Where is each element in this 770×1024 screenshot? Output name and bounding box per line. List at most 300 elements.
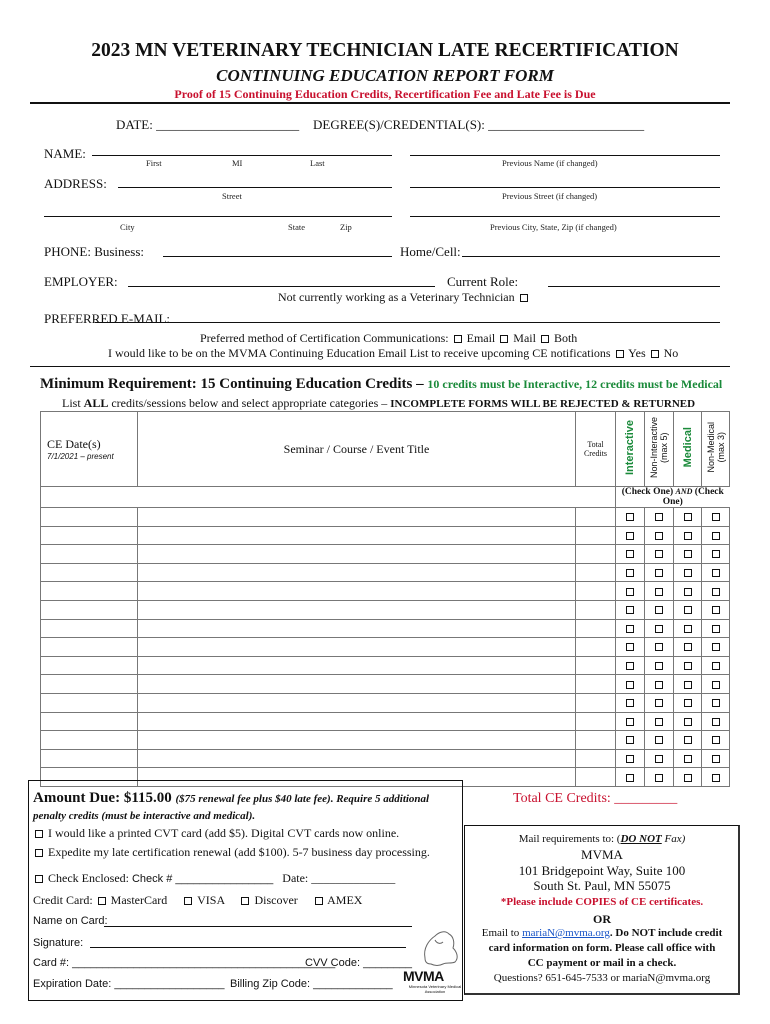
interactive-checkbox[interactable] [626,569,634,577]
mail-org: MVMA [581,847,623,862]
ce-date-cell[interactable] [41,563,138,582]
nonmedical-checkbox[interactable] [712,662,720,670]
medical-checkbox[interactable] [684,550,692,558]
amount-note-2: penalty credits (must be interactive and medical). [33,810,256,822]
previous-name-caption: Previous Name (if changed) [502,158,598,168]
interactive-cell[interactable] [616,749,645,768]
nonmedical-cell[interactable] [702,656,730,675]
medical-checkbox[interactable] [684,569,692,577]
nonmedical-cell[interactable] [702,731,730,750]
employer-label: EMPLOYER: [44,274,118,289]
nonmedical-cell[interactable] [702,675,730,694]
nonmedical-cell[interactable] [702,749,730,768]
title-cell[interactable] [138,749,576,768]
noninteractive-cell[interactable] [645,563,674,582]
noninteractive-checkbox[interactable] [655,662,663,670]
nonmedical-cell[interactable] [702,545,730,564]
nonmedical-cell[interactable] [702,563,730,582]
table-row [41,731,730,750]
interactive-checkbox[interactable] [626,774,634,782]
mi-caption: MI [232,158,243,168]
select-spacer [41,487,616,508]
city-line[interactable] [44,216,392,217]
requirement-green: 10 credits must be Interactive, 12 credits must be Medical [427,377,723,391]
total-credits-cell[interactable] [576,563,616,582]
nonmedical-cell[interactable] [702,638,730,657]
noninteractive-checkbox[interactable] [655,681,663,689]
nonmedical-max: (max 3) [715,432,726,463]
medical-cell[interactable] [674,656,702,675]
noninteractive-checkbox[interactable] [655,736,663,744]
interactive-cell[interactable] [616,675,645,694]
nonmedical-checkbox[interactable] [712,569,720,577]
medical-checkbox[interactable] [684,625,692,633]
noninteractive-checkbox[interactable] [655,550,663,558]
both-checkbox[interactable] [541,335,549,343]
table-row [41,619,730,638]
medical-header [674,412,702,487]
amex-label: AMEX [327,893,363,907]
nonmedical-checkbox[interactable] [712,755,720,763]
total-credits-cell[interactable] [576,638,616,657]
title-cell[interactable] [138,656,576,675]
title-cell[interactable] [138,638,576,657]
title-cell[interactable] [138,582,576,601]
ce-date-cell[interactable] [41,749,138,768]
medical-cell[interactable] [674,545,702,564]
total-credits-cell[interactable] [576,712,616,731]
medical-checkbox[interactable] [684,532,692,540]
check-one-b: (Check One) [662,487,724,507]
street-line[interactable] [118,187,392,188]
nonmedical-cell[interactable] [702,619,730,638]
noninteractive-checkbox[interactable] [655,532,663,540]
form-title: 2023 MN VETERINARY TECHNICIAN LATE RECERTIFICATION [91,40,679,61]
home-cell-label: Home/Cell: [400,244,461,259]
email-option: Email [466,331,496,345]
check-enclosed-option[interactable] [33,871,395,886]
noninteractive-checkbox[interactable] [655,588,663,596]
noninteractive-checkbox[interactable] [655,513,663,521]
noninteractive-checkbox[interactable] [655,699,663,707]
noninteractive-cell[interactable] [645,545,674,564]
interactive-cell[interactable] [616,656,645,675]
amount-due [33,790,429,807]
interactive-checkbox[interactable] [626,699,634,707]
form-subtitle: CONTINUING EDUCATION REPORT FORM [216,66,554,85]
nonmedical-checkbox[interactable] [712,643,720,651]
amex-checkbox[interactable] [315,897,323,905]
check-one-a: (Check One) [621,487,674,497]
noninteractive-cell[interactable] [645,582,674,601]
table-row [41,508,730,527]
title-cell[interactable] [138,508,576,527]
nonmedical-cell[interactable] [702,508,730,527]
visa-label: VISA [197,893,225,907]
mastercard-checkbox[interactable] [98,897,106,905]
total-credits-cell[interactable] [576,582,616,601]
list-prefix: List [62,396,81,410]
not-working-option[interactable] [278,290,530,305]
previous-street-line[interactable] [410,187,720,188]
interactive-header [616,412,645,487]
title-cell[interactable] [138,563,576,582]
mvma-logo [405,922,463,998]
card-number-field[interactable]: Card #: ___________________________________________ [33,957,336,969]
total-credits-cell[interactable] [576,545,616,564]
section-divider [30,366,730,367]
title-header: Seminar / Course / Event Title [138,412,576,487]
medical-checkbox[interactable] [684,681,692,689]
ce-date-cell[interactable] [41,582,138,601]
city-caption: City [120,222,135,232]
logo-subtext: Minnesota Veterinary Medical Association [408,984,462,994]
medical-cell[interactable] [674,712,702,731]
cvt-card-checkbox[interactable] [35,830,43,838]
expedite-option[interactable] [33,845,430,860]
table-row [41,563,730,582]
previous-street-caption: Previous Street (if changed) [502,191,598,201]
table-row [41,656,730,675]
noninteractive-cell[interactable] [645,768,674,787]
ce-list-text: I would like to be on the MVMA Continuing Education Email List to receive upcoming CE notifications [108,346,611,360]
visa-checkbox[interactable] [184,897,192,905]
ce-date-cell[interactable] [41,675,138,694]
ce-date-cell[interactable] [41,731,138,750]
email-label: PREFERRED E-MAIL: [44,311,171,326]
ce-date-cell[interactable] [41,526,138,545]
total-credits-cell[interactable] [576,768,616,787]
email-prefix: Email to [481,927,520,939]
email-line-3: CC payment or mail in a check. [527,957,677,969]
interactive-cell[interactable] [616,526,645,545]
nonmedical-checkbox[interactable] [712,625,720,633]
yes-checkbox[interactable] [616,350,624,358]
noninteractive-cell[interactable] [645,600,674,619]
total-ce-credits[interactable]: Total CE Credits: _________ [513,791,678,806]
nonmedical-checkbox[interactable] [712,718,720,726]
noninteractive-checkbox[interactable] [655,569,663,577]
degree-field[interactable]: DEGREE(S)/CREDENTIAL(S): ________________________ [313,117,645,132]
table-row [41,638,730,657]
discover-label: Discover [254,893,298,907]
nonmedical-checkbox[interactable] [712,550,720,558]
signature-label: Signature: [33,937,84,949]
interactive-checkbox[interactable] [626,625,634,633]
email-instruction [464,927,740,939]
noninteractive-checkbox[interactable] [655,774,663,782]
interactive-checkbox[interactable] [626,718,634,726]
interactive-cell[interactable] [616,582,645,601]
title-cell[interactable] [138,693,576,712]
billing-zip-field[interactable]: Billing Zip Code: _____________ [230,978,393,990]
medical-checkbox[interactable] [684,736,692,744]
noninteractive-cell[interactable] [645,675,674,694]
medical-cell[interactable] [674,563,702,582]
email-suffix: . Do NOT include credit [609,927,723,939]
total-credits-cell[interactable] [576,731,616,750]
interactive-checkbox[interactable] [626,643,634,651]
interactive-checkbox[interactable] [626,662,634,670]
interactive-checkbox[interactable] [626,755,634,763]
nonmedical-cell[interactable] [702,582,730,601]
interactive-checkbox[interactable] [626,550,634,558]
medical-checkbox[interactable] [684,755,692,763]
medical-cell[interactable] [674,638,702,657]
name-label: NAME: [44,146,86,161]
mail-requirements [464,833,740,845]
discover-checkbox[interactable] [241,897,249,905]
interactive-cell[interactable] [616,563,645,582]
first-caption: First [146,158,162,168]
interactive-label: Interactive [624,419,636,476]
expedite-checkbox[interactable] [35,849,43,857]
interactive-cell[interactable] [616,508,645,527]
mail-req-suffix: Fax) [661,833,686,845]
title-cell[interactable] [138,731,576,750]
noninteractive-header [645,412,674,487]
medical-checkbox[interactable] [684,662,692,670]
interactive-cell[interactable] [616,731,645,750]
interactive-checkbox[interactable] [626,681,634,689]
nonmedical-cell[interactable] [702,693,730,712]
nonmedical-checkbox[interactable] [712,736,720,744]
noninteractive-cell[interactable] [645,619,674,638]
medical-checkbox[interactable] [684,774,692,782]
employer-line[interactable] [128,286,435,287]
medical-checkbox[interactable] [684,606,692,614]
check-and: AND [675,487,693,496]
interactive-cell[interactable] [616,545,645,564]
signature-line[interactable] [90,947,406,948]
nonmedical-cell[interactable] [702,600,730,619]
medical-cell[interactable] [674,749,702,768]
medical-checkbox[interactable] [684,718,692,726]
ce-date-cell[interactable] [41,619,138,638]
or-separator: OR [593,912,611,926]
state-caption: State [288,222,305,232]
check-date-field[interactable]: Date: ______________ [282,871,396,885]
medical-cell[interactable] [674,600,702,619]
mail-req-bold: DO NOT [620,833,662,845]
amount-title: Amount Due: $115.00 [33,790,172,806]
medical-checkbox[interactable] [684,699,692,707]
interactive-checkbox[interactable] [626,588,634,596]
nonmedical-checkbox[interactable] [712,532,720,540]
previous-city-line[interactable] [410,216,720,217]
nonmedical-checkbox[interactable] [712,513,720,521]
noninteractive-cell[interactable] [645,749,674,768]
ce-date-cell[interactable] [41,545,138,564]
check-number-field[interactable]: Check # ________________ [131,873,274,885]
interactive-checkbox[interactable] [626,736,634,744]
interactive-cell[interactable] [616,712,645,731]
questions-line: Questions? 651-645-7533 or mariaN@mvma.org [493,972,711,984]
min-requirement [40,376,722,393]
ce-date-label: CE Date(s) [47,437,101,451]
interactive-cell[interactable] [616,768,645,787]
check-enclosed-label: Check Enclosed: [48,871,129,885]
zip-caption: Zip [340,222,352,232]
medical-cell[interactable] [674,693,702,712]
not-working-checkbox[interactable] [520,294,528,302]
expiration-field[interactable]: Expiration Date: __________________ [33,978,225,990]
noninteractive-cell[interactable] [645,656,674,675]
interactive-cell[interactable] [616,638,645,657]
copies-note: *Please include COPIES of CE certificates. [500,896,704,908]
ce-date-cell[interactable] [41,656,138,675]
medical-cell[interactable] [674,508,702,527]
current-role-label: Current Role: [447,274,519,289]
total-credits-cell[interactable] [576,656,616,675]
noninteractive-cell[interactable] [645,526,674,545]
nonmedical-label: Non-Medical [705,422,716,473]
mail-checkbox[interactable] [500,335,508,343]
interactive-cell[interactable] [616,693,645,712]
table-row [41,582,730,601]
table-row [41,712,730,731]
table-row [41,600,730,619]
cvv-field[interactable]: CVV Code: ________ [305,957,413,969]
list-rest: credits/sessions below and select appropriate categories – [111,396,388,410]
ce-date-cell[interactable] [41,508,138,527]
total-credits-cell[interactable] [576,749,616,768]
table-row [41,545,730,564]
ce-table [40,411,730,787]
name-on-card-line[interactable] [104,926,412,927]
ce-date-cell[interactable] [41,712,138,731]
noninteractive-checkbox[interactable] [655,625,663,633]
list-instruction [62,396,695,411]
ce-date-header [41,412,138,487]
table-row [41,675,730,694]
nonmedical-cell[interactable] [702,526,730,545]
total-credits-cell[interactable] [576,675,616,694]
email-line[interactable] [95,322,720,323]
medical-cell[interactable] [674,526,702,545]
pref-method-label: Preferred method of Certification Communications: [200,331,449,345]
medical-checkbox[interactable] [684,588,692,596]
noninteractive-cell[interactable] [645,693,674,712]
medical-checkbox[interactable] [684,513,692,521]
previous-name-line[interactable] [410,155,720,156]
current-role-line[interactable] [548,286,720,287]
cvt-card-option[interactable] [33,826,399,841]
email-checkbox[interactable] [454,335,462,343]
list-bold: ALL [83,396,109,410]
noninteractive-max: (max 5) [659,432,669,463]
logo-text: MVMA [403,968,444,984]
email-line-2: card information on form. Please call office with [488,942,716,954]
noninteractive-cell[interactable] [645,638,674,657]
table-row [41,749,730,768]
noninteractive-cell[interactable] [645,508,674,527]
email-link[interactable]: mariaN@mvma.org [522,927,610,939]
business-phone-line[interactable] [163,256,392,257]
street-caption: Street [222,191,242,201]
amount-note: ($75 renewal fee plus $40 late fee). Require 5 additional [175,793,430,805]
total-credits-cell[interactable] [576,693,616,712]
previous-city-caption: Previous City, State, Zip (if changed) [490,222,617,232]
mail-option: Mail [513,331,536,345]
interactive-cell[interactable] [616,619,645,638]
medical-cell[interactable] [674,731,702,750]
interactive-checkbox[interactable] [626,513,634,521]
interactive-checkbox[interactable] [626,532,634,540]
title-cell[interactable] [138,619,576,638]
title-cell[interactable] [138,526,576,545]
date-field[interactable]: DATE: ______________________ [116,117,300,132]
ce-date-cell[interactable] [41,638,138,657]
nonmedical-checkbox[interactable] [712,774,720,782]
noninteractive-checkbox[interactable] [655,606,663,614]
interactive-checkbox[interactable] [626,606,634,614]
noninteractive-checkbox[interactable] [655,643,663,651]
mail-req-prefix: Mail requirements to: ( [518,833,621,845]
due-notice: Proof of 15 Continuing Education Credits, Recertification Fee and Late Fee is Due [174,87,596,101]
medical-cell[interactable] [674,619,702,638]
phone-label: PHONE: Business: [44,244,145,259]
medical-checkbox[interactable] [684,643,692,651]
mail-city: South St. Paul, MN 55075 [533,878,671,893]
check-enclosed-checkbox[interactable] [35,875,43,883]
interactive-cell[interactable] [616,600,645,619]
nonmedical-checkbox[interactable] [712,681,720,689]
name-line[interactable] [92,155,392,156]
medical-label: Medical [681,427,694,468]
medical-cell[interactable] [674,768,702,787]
ce-date-cell[interactable] [41,600,138,619]
nonmedical-cell[interactable] [702,768,730,787]
last-caption: Last [310,158,325,168]
medical-cell[interactable] [674,582,702,601]
yes-option: Yes [628,346,646,360]
table-row [41,526,730,545]
total-credits-cell[interactable] [576,619,616,638]
nonmedical-cell[interactable] [702,712,730,731]
list-warning: INCOMPLETE FORMS WILL BE REJECTED & RETURNED [390,398,696,410]
no-option: No [663,346,679,360]
noninteractive-checkbox[interactable] [655,755,663,763]
no-checkbox[interactable] [651,350,659,358]
noninteractive-cell[interactable] [645,712,674,731]
title-cell[interactable] [138,600,576,619]
ce-list-row [108,346,678,361]
medical-cell[interactable] [674,675,702,694]
nonmedical-checkbox[interactable] [712,699,720,707]
total-credits-cell[interactable] [576,508,616,527]
total-credits-header: Total Credits [576,412,616,487]
total-credits-cell[interactable] [576,600,616,619]
mastercard-label: MasterCard [110,893,168,907]
title-cell[interactable] [138,712,576,731]
home-cell-line[interactable] [462,256,720,257]
requirement-main: Minimum Requirement: 15 Continuing Education Credits – [40,376,424,392]
nonmedical-checkbox[interactable] [712,606,720,614]
noninteractive-checkbox[interactable] [655,718,663,726]
total-credits-cell[interactable] [576,526,616,545]
title-cell[interactable] [138,675,576,694]
mail-street: 101 Bridgepoint Way, Suite 100 [518,863,686,878]
cvt-card-label: I would like a printed CVT card (add $5). Digital CVT cards now online. [48,826,400,840]
credit-card-row [33,893,362,908]
title-cell[interactable] [138,545,576,564]
name-on-card-label: Name on Card: [33,915,108,927]
ce-date-cell[interactable] [41,693,138,712]
nonmedical-checkbox[interactable] [712,588,720,596]
credit-card-label: Credit Card: [33,893,93,907]
noninteractive-cell[interactable] [645,731,674,750]
